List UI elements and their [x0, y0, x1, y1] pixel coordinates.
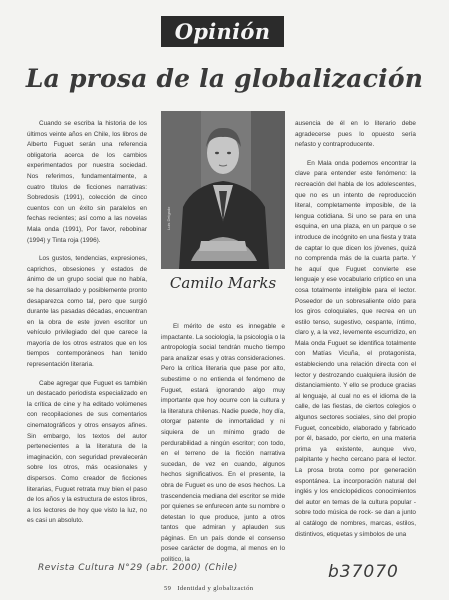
archive-number-stamp: b37070 [328, 562, 399, 582]
paragraph: Cuando se escriba la historia de los últimos veinte años en Chile, los libros de Alberto Fuguet serán una referencia obligatoria acerca de los cambios experimentados por nuestra sociedad. Nos referimos, fundamentalmente, a cuatro títulos de ficciones narrativas: Sobredosis (1991), colección de cinco cuentos con un éxito sin paralelos en fechas recientes; así como a las novelas Mala onda (1991), Por favor, rebobinar (1994) y Tinta roja (1996). [27, 120, 147, 244]
photo-credit: Luis Delgado [166, 206, 171, 230]
handwritten-note: Revista Cultura N°29 (abr. 2000) (Chile) [38, 563, 238, 573]
photo-caption: Camilo Marks [169, 274, 277, 292]
article-headline: La prosa de la globalización [25, 64, 424, 93]
paragraph: El mérito de esto es innegable e impactante. La sociología, la psicología o la antropología social tendrán mucho tiempo para analizar esas y otras consideraciones. Pero la crítica literaria que pase por alto, subestime o no entienda el fenómeno de Fuguet, estará ignorando algo muy importante que hoy ocurre con la cultura y la literatura chilenas. Nadie puede, hoy día, otorgar patente de inmortalidad y ni siquiera de un mínimo grado de perdurabilidad a ningún escritor; con todo, en el terreno de la ficción narrativa sucedan, de vez en cuando, algunos hechos significativos. En el presente, la obra de Fuguet es uno de esos hechos. La trascendencia mediana del escritor se mide por quienes se enfurecen ante su nombre o detestan lo que produce, junto a otros tantos que admiran y aplauden sus páginas. En un país donde el consenso posee carácter de dogma, al menos en lo político, la [161, 323, 285, 564]
left-column [27, 119, 147, 535]
page-number: 59 [164, 585, 172, 592]
paragraph: En Mala onda podemos encontrar la clave para entender este fenómeno: la recreación del habla de los adolescentes, que no es un intento de reproducción literal, completamente imposible, de la lengua cotidiana. Si uno se para en una esquina, en una plaza, en un parque o se introduce de incógnito en una fiesta y trata de captar lo que dicen los jóvenes, quizá no comprenda más de la cuarta parte. Y he aquí que Fuguet convierte ese lenguaje y ese vocabulario críptico en una cosa totalmente inteligible para el lector. Poseedor de un sobresaliente oído para los giros coloquiales, que recrea en un estilo tenso, sugestivo, cespante, íntimo, claro y, a la vez, levemente escurridizo, en Mala onda Fuguet se identifica totalmente con Matías Vicuña, el protagonista, estableciendo una relación directa con el lector y destrozando cualquiera ilusión de distanciamiento. Y ello se produce gracias al lenguaje, al cual no es el idioma de la calle, de las fiestas, de ciertos colegios o algunos sectores sociales, sino del propio Fuguet, concebido, elaborado y fabricado por él, basado, por cierto, en una materia prima ya existente, aunque vivo, palpitante y hecho cercano para el lector. La prosa brota como por generación espontánea. La incorporación natural del inglés y los enciclopédicos conocimientos del autor en temas de la cultura popular -sobre todo música de rock- se dan a junto al catálogo de nombres, marcas, estilos, distintivos, etiquetas y símbolos de una [295, 159, 416, 538]
portrait-illustration [161, 111, 285, 269]
section-label: Opinión [161, 16, 284, 47]
author-photo [161, 111, 285, 269]
right-column [295, 119, 416, 548]
publication-title: Identidad y globalización [177, 585, 254, 592]
paragraph: Los gustos, tendencias, expresiones, caprichos, obsesiones y estados de ánimo de un grupo social que no había, se ha desarrollado y posiblemente pronto desaparezca como tal, pero que surgió durante las pasadas décadas, encuentran en la obra de este joven escritor un vehículo privilegiado del que carece la mayoría de los otros estratos que en los tiempos contemporáneos han tenido representación literaria. [27, 255, 147, 369]
middle-column [161, 322, 285, 574]
paragraph: Cabe agregar que Fuguet es también un destacado periodista especializado en la crítica de cine y ha editado volúmenes con recopilaciones de sus comentarios cinematográficos y otros ensayos afines. Sin embargo, los textos del autor pertenecientes a la literatura de la imaginación, con seguridad prevalecerán sobre los otros, más ocasionales y dispersos. Como creador de ficciones literarias, Fuguet retrata muy bien el paso de los años y la estructura de estos libros, a los lectores de hoy que visto la luz, no es casi un absoluto. [27, 379, 147, 525]
page-footer [164, 585, 253, 592]
paragraph: ausencia de él en lo literario debe agradecerse pues lo opuesto sería nefasto y contraproducente. [295, 120, 416, 149]
